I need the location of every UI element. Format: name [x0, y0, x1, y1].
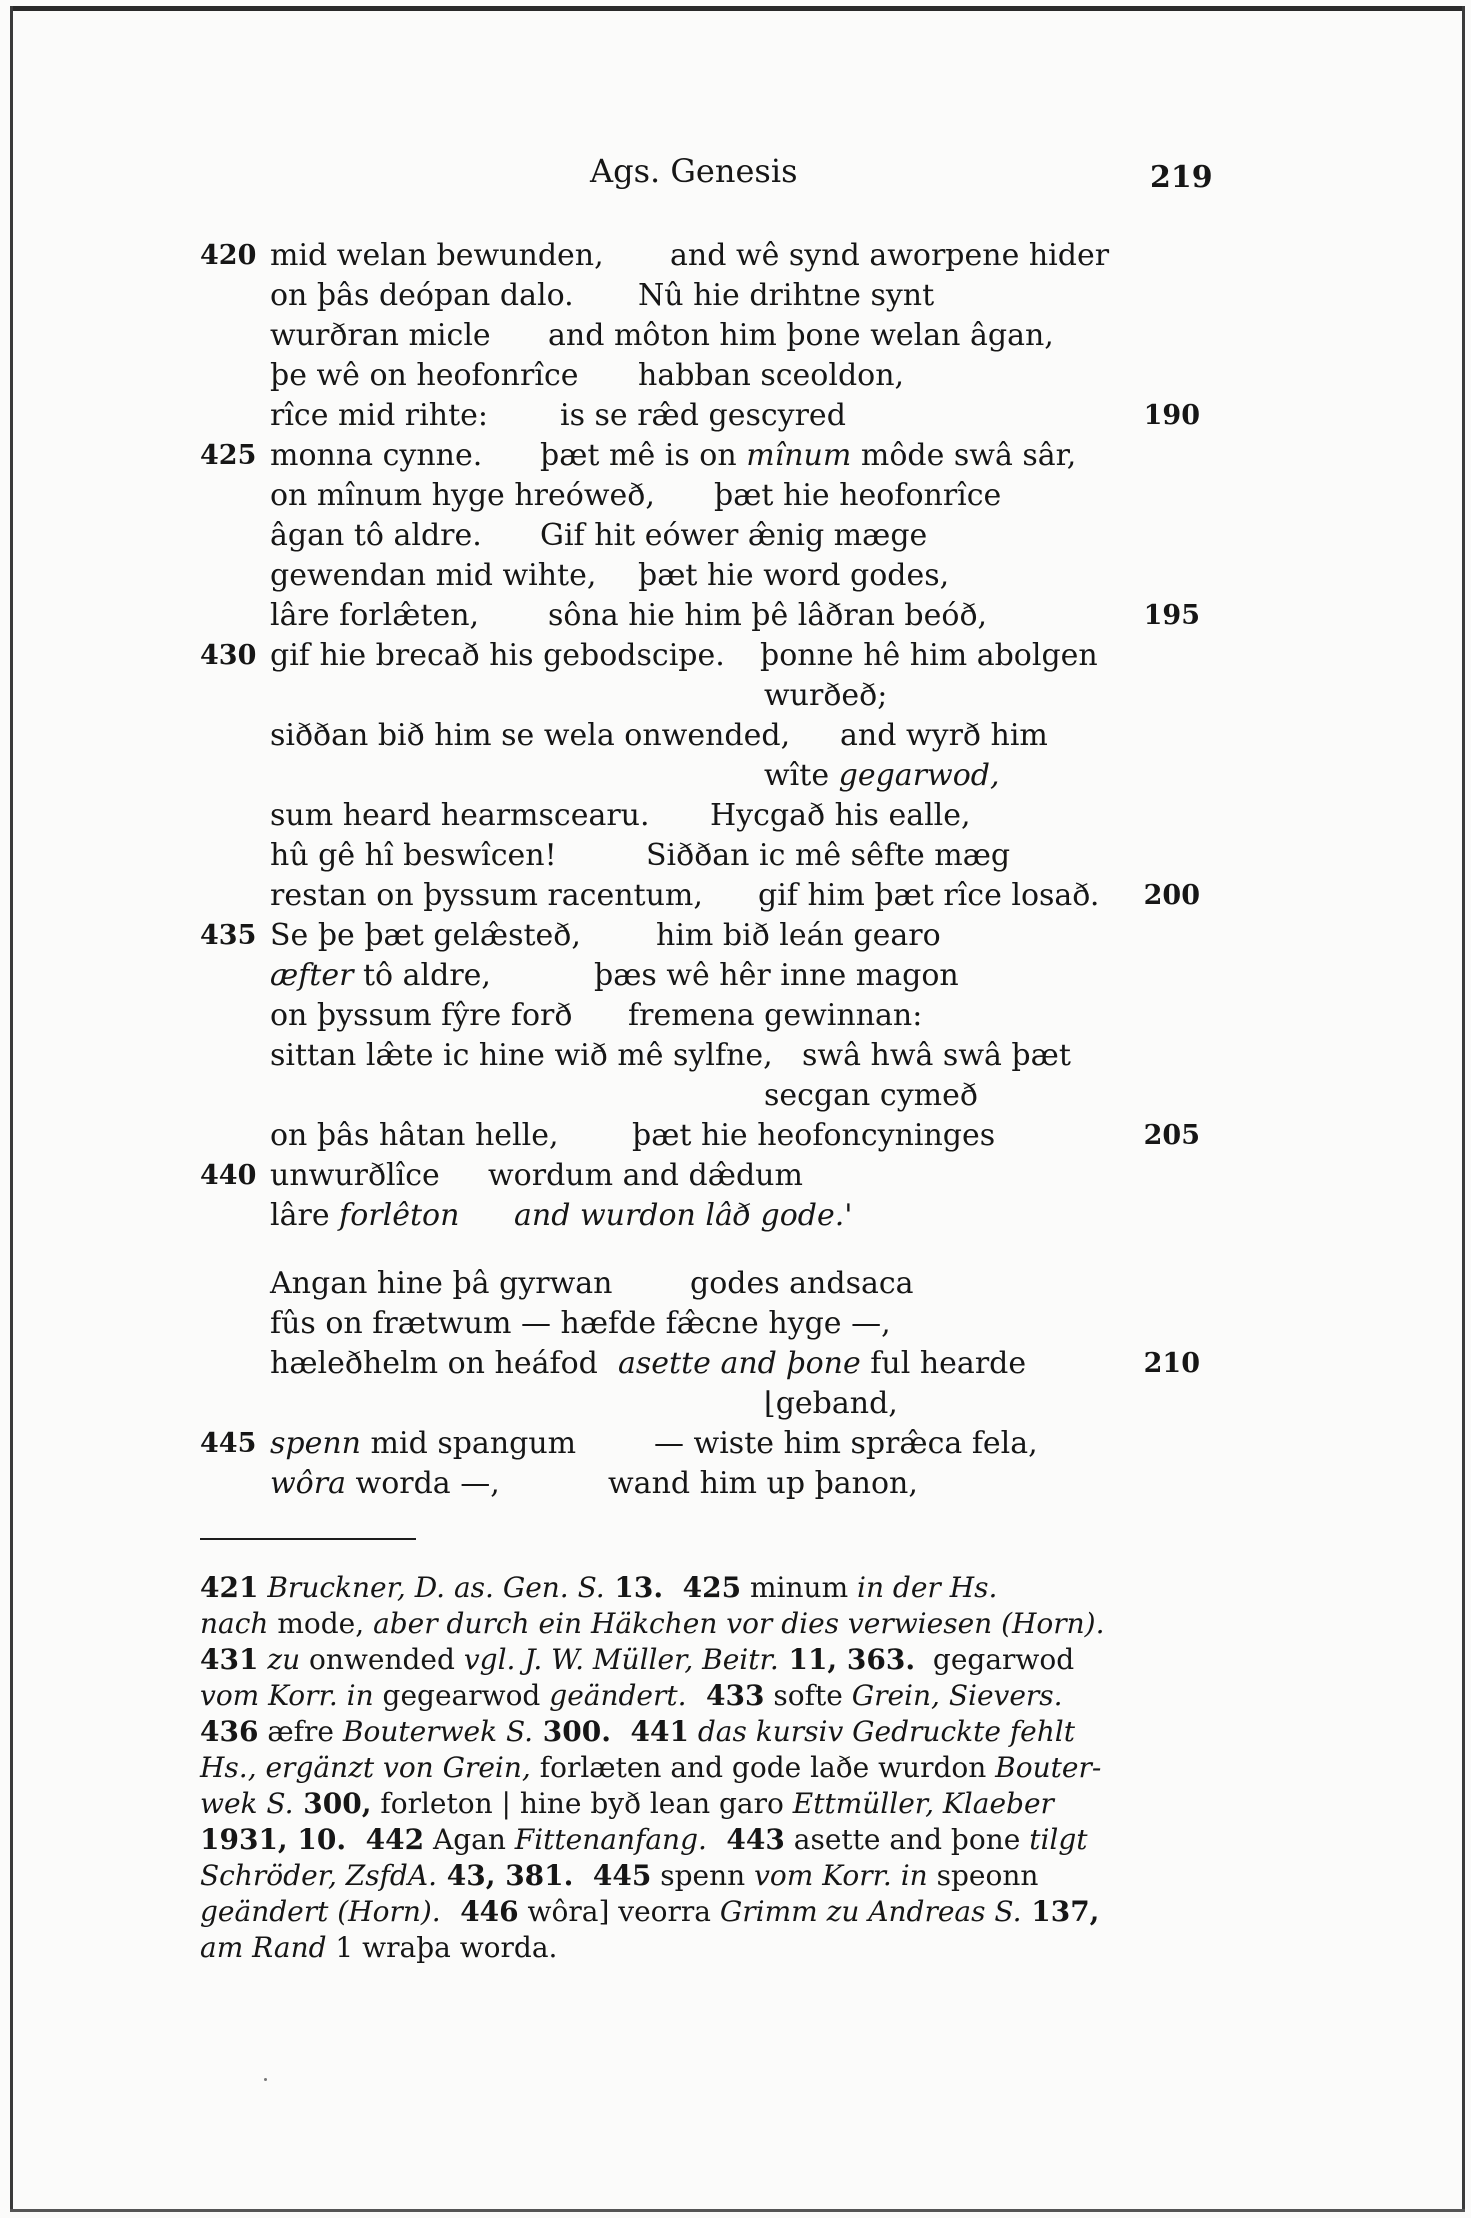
footnote-text: am Rand: [200, 1931, 327, 1964]
footnote-line: [200, 1570, 1200, 1606]
footnote-text: gegearwod: [373, 1679, 550, 1712]
b-verse-text: môde swâ sâr,: [860, 438, 1077, 473]
footnote-text: 1 wraþa worda.: [326, 1931, 558, 1964]
footnote-ref-number: 421: [200, 1571, 259, 1604]
a-verse-text: restan on þyssum racentum,: [270, 878, 703, 913]
b-verse-text: Gif hit eówer æ̂nig mæge: [540, 518, 928, 553]
verse-line: [200, 276, 1200, 316]
verse-text: [200, 236, 1200, 1504]
source-line-number: 190: [1143, 400, 1200, 431]
b-verse: [560, 396, 846, 436]
verse-line: [200, 1304, 1200, 1344]
footnote-line: [200, 1678, 1200, 1714]
b-verse-text: þæt mê is on: [540, 438, 737, 473]
b-verse-text: wordum and dæ̂dum: [488, 1158, 803, 1193]
footnote-line: [200, 1822, 1200, 1858]
line-number: 430: [200, 640, 257, 671]
footnote-line: [200, 1786, 1200, 1822]
footnote-text: speonn: [927, 1859, 1039, 1892]
footnote-line: [200, 1858, 1200, 1894]
a-verse-text: tô aldre,: [363, 958, 491, 993]
a-verse: [270, 596, 479, 636]
verse-line: [200, 1116, 1200, 1156]
b-verse: [764, 1384, 898, 1424]
footnote-text: spenn: [651, 1859, 755, 1892]
footnote-ref-number: 137,: [1021, 1895, 1100, 1928]
footnote-text: æfre: [258, 1715, 343, 1748]
a-verse: [270, 1424, 576, 1464]
verse-line: [200, 1344, 1200, 1384]
footnote-text: aber durch ein Häkchen vor dies verwiesen (Horn).: [373, 1607, 1105, 1640]
b-verse-text: ful hearde: [870, 1346, 1027, 1381]
a-verse-text: unwurðlîce: [270, 1158, 440, 1193]
footnote-text: tilgt: [1029, 1823, 1088, 1856]
a-verse: [270, 876, 703, 916]
a-verse-text: lâre: [270, 1198, 330, 1233]
a-verse: [270, 796, 650, 836]
b-verse-text: secgan cymeð: [764, 1078, 978, 1113]
b-verse-text: and môton him þone welan âgan,: [548, 318, 1054, 353]
a-verse: [270, 1036, 773, 1076]
a-verse-text: mid spangum: [370, 1426, 577, 1461]
footnote-ref-number: 1931, 10.: [200, 1823, 347, 1856]
a-verse-text: gewendan mid wihte,: [270, 558, 597, 593]
b-verse-text: mînum: [746, 438, 852, 473]
a-verse-text: spenn: [270, 1426, 361, 1461]
b-verse: [764, 1076, 978, 1116]
footnote-text: wek S.: [200, 1787, 294, 1820]
b-verse-text: Nû hie drihtne synt: [638, 278, 935, 313]
verse-line: [200, 1156, 1200, 1196]
a-verse-text: rîce mid rihte:: [270, 398, 488, 433]
verse-line: [200, 796, 1200, 836]
verse-line: [200, 956, 1200, 996]
a-verse-text: æfter: [270, 958, 354, 993]
scan-border-bottom: [10, 2209, 1465, 2212]
a-verse-text: Se þe þæt gelæ̂steð,: [270, 918, 581, 953]
footnote-ref-number: 425: [682, 1571, 742, 1604]
a-verse: [270, 316, 491, 356]
footnote-ref-number: 11, 363.: [778, 1643, 916, 1676]
b-verse: [628, 996, 922, 1036]
a-verse: [270, 356, 579, 396]
a-verse-text: on mînum hyge hreóweð,: [270, 478, 655, 513]
verse-line: [200, 1264, 1200, 1304]
a-verse: [270, 1116, 559, 1156]
b-verse: [514, 1196, 853, 1236]
footnote-text: Ettmüller, Klaeber: [792, 1787, 1054, 1820]
footnote-ref-number: 13.: [604, 1571, 683, 1604]
a-verse-text: on þâs hâtan helle,: [270, 1118, 559, 1153]
verse-line: [200, 236, 1200, 276]
b-verse-text: fremena gewinnan:: [628, 998, 923, 1033]
b-verse: [714, 476, 1001, 516]
footnote-text: Grimm zu Andreas S.: [719, 1895, 1022, 1928]
b-verse: [654, 1424, 1038, 1464]
verse-line: [200, 716, 1200, 756]
verse-line: [200, 476, 1200, 516]
a-verse: [270, 1264, 612, 1304]
verse-line: [200, 1424, 1200, 1464]
a-verse: [270, 436, 482, 476]
verse-line: [200, 916, 1200, 956]
line-number: 445: [200, 1428, 257, 1459]
verse-line: [200, 556, 1200, 596]
b-verse: [540, 436, 1076, 476]
footnote-line: [200, 1642, 1200, 1678]
a-verse-text: Angan hine þâ gyrwan: [270, 1266, 613, 1301]
b-verse-text: þæt hie heofonrîce: [714, 478, 1002, 513]
verse-line: [200, 676, 1200, 716]
footnote-text: asette and þone: [784, 1823, 1030, 1856]
verse-line: [200, 1076, 1200, 1116]
b-verse: [690, 1264, 914, 1304]
a-verse: [270, 396, 488, 436]
b-verse: [638, 276, 934, 316]
b-verse: [488, 1156, 803, 1196]
footnote-text: Hs., ergänzt von Grein,: [200, 1751, 531, 1784]
footnote-text: Bouterwek S.: [342, 1715, 534, 1748]
scan-speck: [264, 2078, 267, 2081]
footnote-ref-number: 442: [346, 1823, 425, 1856]
a-verse: [270, 1344, 598, 1384]
scan-border-top: [10, 6, 1465, 11]
source-line-number: 195: [1143, 600, 1200, 631]
b-verse-text: gif him þæt rîce losað.: [758, 878, 1100, 913]
verse-line: [200, 516, 1200, 556]
a-verse: [270, 1464, 500, 1504]
b-verse-text: Siððan ic mê sêfte mæg: [646, 838, 1011, 873]
b-verse-text: and wyrð him: [840, 718, 1048, 753]
footnote-line: [200, 1930, 1200, 1966]
footnote-text: wôra] veorra: [518, 1895, 720, 1928]
verse-line: [200, 996, 1200, 1036]
a-verse: [270, 996, 572, 1036]
b-verse: [618, 1344, 1026, 1384]
b-verse-text: wurðeð;: [764, 678, 888, 713]
footnote-text: vom Korr. in: [754, 1859, 928, 1892]
a-verse-text: forlêton: [339, 1198, 460, 1233]
b-verse: [840, 716, 1048, 756]
a-verse-text: wôra: [270, 1466, 346, 1501]
footnote-text: geändert.: [549, 1679, 687, 1712]
b-verse: [632, 1116, 995, 1156]
footnote-text: in der Hs.: [857, 1571, 998, 1604]
b-verse: [764, 676, 887, 716]
a-verse: [270, 236, 604, 276]
a-verse: [270, 476, 655, 516]
b-verse-text: wand him up þanon,: [608, 1466, 918, 1501]
verse-line: [200, 436, 1200, 476]
b-verse-text: þæs wê hêr inne magon: [594, 958, 959, 993]
a-verse-text: þe wê on heofonrîce: [270, 358, 579, 393]
footnote-ref-number: 436: [200, 1715, 259, 1748]
verse-line: [200, 1036, 1200, 1076]
footnote-text: gegarwod: [915, 1643, 1075, 1676]
b-verse-text: ⌊geband,: [764, 1386, 898, 1421]
a-verse-text: sittan læ̂te ic hine wið mê sylfne,: [270, 1038, 773, 1073]
b-verse: [802, 1036, 1071, 1076]
b-verse-text: and wurdon lâð gode.': [514, 1198, 853, 1233]
footnote-text: softe: [764, 1679, 852, 1712]
footnote-text: zu: [258, 1643, 301, 1676]
a-verse-text: worda —,: [355, 1466, 500, 1501]
b-verse: [646, 836, 1010, 876]
a-verse-text: wurðran micle: [270, 318, 491, 353]
a-verse-text: âgan tô aldre.: [270, 518, 482, 553]
scan-border-left: [10, 6, 13, 2212]
page-number: 219: [1150, 160, 1213, 195]
a-verse-text: on þâs deópan dalo.: [270, 278, 574, 313]
b-verse: [656, 916, 941, 956]
b-verse-text: wîte: [764, 758, 830, 793]
source-line-number: 210: [1143, 1348, 1200, 1379]
b-verse-text: habban sceoldon,: [638, 358, 905, 393]
footnote-rule: [200, 1538, 416, 1540]
footnote-text: Fittenanfang.: [514, 1823, 707, 1856]
verse-line: [200, 1384, 1200, 1424]
b-verse: [638, 356, 904, 396]
footnote-text: Bruckner, D. as. Gen. S.: [258, 1571, 605, 1604]
a-verse-text: monna cynne.: [270, 438, 483, 473]
footnote-text: forlæten and gode laðe wurdon: [530, 1751, 996, 1784]
verse-line: [200, 636, 1200, 676]
b-verse-text: is se ræ̂d gescyred: [560, 398, 846, 433]
a-verse: [270, 1196, 459, 1236]
footnote-text: Schröder, ZsfdA.: [200, 1859, 437, 1892]
footnote-ref-number: 431: [200, 1643, 259, 1676]
verse-line: [200, 596, 1200, 636]
b-verse-text: and þone: [720, 1346, 861, 1381]
footnote-text: vom Korr. in: [200, 1679, 374, 1712]
b-verse-text: godes andsaca: [690, 1266, 914, 1301]
b-verse-text: swâ hwâ swâ þæt: [802, 1038, 1071, 1073]
footnote-ref-number: 446: [440, 1895, 519, 1928]
a-verse: [270, 1304, 891, 1344]
footnote-text: Grein, Sievers.: [851, 1679, 1063, 1712]
footnote-text: minum: [741, 1571, 858, 1604]
verse-line: [200, 876, 1200, 916]
a-verse: [270, 516, 482, 556]
a-verse: [270, 1156, 440, 1196]
b-verse-text: þæt hie heofoncyninges: [632, 1118, 996, 1153]
a-verse-text: mid welan bewunden,: [270, 238, 604, 273]
footnote-ref-number: 43, 381. 445: [436, 1859, 652, 1892]
b-verse: [594, 956, 959, 996]
b-verse-text: gegarwod,: [838, 758, 1000, 793]
footnote-text: geändert (Horn).: [200, 1895, 441, 1928]
b-verse-text: him bið leán gearo: [656, 918, 941, 953]
footnote-line: [200, 1714, 1200, 1750]
a-verse-text: lâre forlæ̂ten,: [270, 598, 480, 633]
b-verse-text: Hycgað his ealle,: [710, 798, 971, 833]
b-verse: [608, 1464, 918, 1504]
a-verse: [270, 636, 725, 676]
footnote-text: Agan: [424, 1823, 515, 1856]
a-verse-text: siððan bið him se wela onwended,: [270, 718, 791, 753]
b-verse: [638, 556, 949, 596]
b-verse-text: þæt hie word godes,: [638, 558, 950, 593]
verse-line: [200, 316, 1200, 356]
footnote-ref-number: 300,: [293, 1787, 372, 1820]
b-verse-text: asette: [618, 1346, 711, 1381]
b-verse: [540, 516, 927, 556]
source-line-number: 200: [1143, 880, 1200, 911]
footnote-text: das kursiv Gedruckte fehlt: [688, 1715, 1075, 1748]
verse-line: [200, 836, 1200, 876]
a-verse-text: sum heard hearmscearu.: [270, 798, 650, 833]
a-verse-text: hæleðhelm on heáfod: [270, 1346, 598, 1381]
a-verse-text: hû gê hî beswîcen!: [270, 838, 557, 873]
footnote-ref-number: 443: [706, 1823, 785, 1856]
footnote-text: vgl. J. W. Müller, Beitr.: [463, 1643, 779, 1676]
b-verse: [670, 236, 1109, 276]
footnote-text: mode,: [268, 1607, 374, 1640]
footnote-text: onwended: [300, 1643, 464, 1676]
line-number: 420: [200, 240, 257, 271]
verse-line: [200, 1196, 1200, 1236]
source-line-number: 205: [1143, 1120, 1200, 1151]
footnote-ref-number: 300. 441: [533, 1715, 689, 1748]
footnote-line: [200, 1750, 1200, 1786]
verse-line: [200, 756, 1200, 796]
a-verse-text: on þyssum fŷre forð: [270, 998, 573, 1033]
footnote-ref-number: 433: [686, 1679, 765, 1712]
b-verse: [760, 636, 1098, 676]
line-number: 440: [200, 1160, 257, 1191]
b-verse-text: sôna hie him þê lâðran beóð,: [548, 598, 988, 633]
a-verse: [270, 276, 574, 316]
footnote-line: [200, 1606, 1200, 1642]
footnote-text: nach: [200, 1607, 269, 1640]
footnote-text: forleton | hine byð lean garo: [371, 1787, 793, 1820]
line-number: 425: [200, 440, 257, 471]
a-verse: [270, 836, 557, 876]
a-verse-text: fûs on frætwum — hæfde fæ̂cne hyge —,: [270, 1306, 891, 1341]
scan-border-right: [1462, 6, 1465, 2212]
a-verse: [270, 956, 491, 996]
a-verse: [270, 716, 790, 756]
b-verse: [548, 596, 987, 636]
b-verse: [710, 796, 971, 836]
verse-line: [200, 396, 1200, 436]
footnotes: [200, 1570, 1200, 1966]
a-verse-text: gif hie brecað his gebodscipe.: [270, 638, 725, 673]
verse-line: [200, 1464, 1200, 1504]
b-verse-text: — wiste him spræ̂ca fela,: [654, 1426, 1038, 1461]
b-verse: [548, 316, 1054, 356]
b-verse: [764, 756, 1000, 796]
verse-line: [200, 356, 1200, 396]
a-verse: [270, 916, 581, 956]
line-number: 435: [200, 920, 257, 951]
a-verse: [270, 556, 596, 596]
footnote-text: Bouter-: [995, 1751, 1102, 1784]
running-title: Ags. Genesis: [590, 152, 798, 190]
b-verse: [758, 876, 1099, 916]
b-verse-text: þonne hê him abolgen: [760, 638, 1098, 673]
footnote-line: [200, 1894, 1200, 1930]
b-verse-text: and wê synd aworpene hider: [670, 238, 1110, 273]
